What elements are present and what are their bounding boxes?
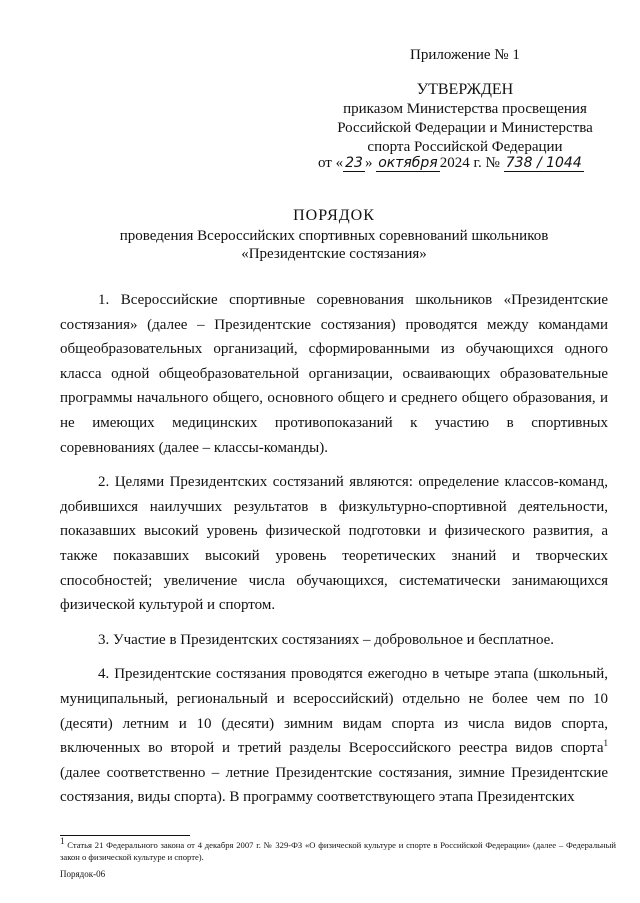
dateline-year: 2024 г. № (439, 155, 500, 171)
dateline-prefix: от « (318, 155, 344, 171)
handwritten-month: октября (378, 155, 438, 171)
paragraph-4 (60, 662, 608, 810)
paragraph-4-continuation: (далее соответственно – летние Президентские состязания, зимние Президентские состязания, виды спорта). В программу соответствующего этапа Президентских (60, 764, 608, 806)
appendix-label: Приложение № 1 (410, 47, 520, 63)
paragraph-4-text: 4. Президентские состязания проводятся ежегодно в четыре этапа (школьный, муниципальный, региональный и всероссийский) отдельно не более чем по 10 (десяти) летним и 10 (десяти) зимним видам спорта из числа видов спорта, включенных во второй и третий разделы Всероссийского реестра видов спорта (60, 666, 608, 757)
approval-block (300, 80, 630, 157)
document-code: Порядок-06 (60, 869, 106, 879)
footnote-mark: 1 (60, 836, 65, 847)
footnote-divider (60, 835, 190, 836)
order-dateline (318, 155, 584, 172)
footnote (60, 836, 616, 863)
dateline-sep: » (364, 155, 373, 171)
handwritten-order-number: 738 / 1044 (505, 155, 582, 171)
document-subtitle: «Президентские состязания» (241, 246, 427, 262)
approval-line: приказом Министерства просвещения (343, 101, 587, 117)
paragraph-3: 3. Участие в Президентских состязаниях – добровольное и бесплатное. (98, 631, 555, 648)
approval-line: спорта Российской Федерации (367, 139, 563, 155)
document-title: ПОРЯДОК (293, 207, 375, 224)
approval-title: УТВЕРЖДЕН (416, 81, 514, 98)
document-subtitle: проведения Всероссийских спортивных соревнований школьников (119, 228, 549, 244)
paragraph-1: 1. Всероссийские спортивные соревнования школьников «Президентские состязания» (далее – Президентские состязания) проводятся между командами общеобразовательных организаций, сформированными из обучающихся одного класса одной общеобразовательной организации, осваивающих образовательные программы начального общего, основного общего и среднего общего образования, и не имеющих медицинских противопоказаний к участию в спортивных соревнованиях (далее – классы-команды). (60, 292, 608, 456)
document-title-block (60, 207, 608, 263)
footnote-reference: 1 (603, 738, 608, 749)
approval-line: Российской Федерации и Министерства (337, 120, 593, 136)
paragraph-2: 2. Целями Президентских состязаний являются: определение классов-команд, добившихся наилучших результатов в физкультурно-спортивной деятельности, показавших высокий уровень физической подготовки и физического развития, а также показавших высокий уровень теоретических знаний и творческих способностей; увеличение числа обучающихся, систематически занимающихся физической культурой и спортом. (60, 474, 608, 614)
footnote-text: Статья 21 Федерального закона от 4 декабря 2007 г. № 329-ФЗ «О физической культуре и спорте в Российской Федерации» (далее – Федеральный закон о физической культуре и спорте). (60, 840, 616, 862)
handwritten-day: 23 (345, 155, 363, 171)
document-body (60, 288, 608, 820)
